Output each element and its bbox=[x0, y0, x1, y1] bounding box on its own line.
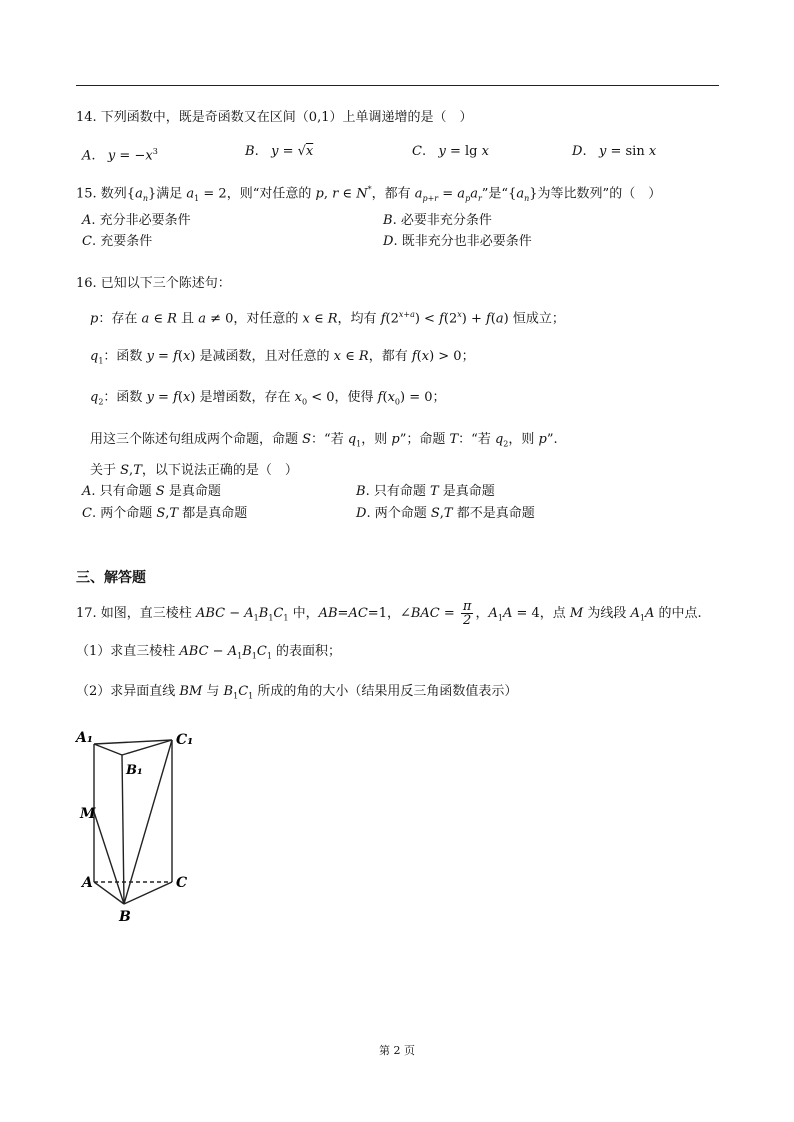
page-footer: 第 2 页 bbox=[379, 1044, 415, 1057]
q16-option-b: B. 只有命题 T 是真命题 bbox=[356, 484, 495, 499]
q16-option-a: A. 只有命题 S 是真命题 bbox=[82, 484, 221, 499]
q16-statement-q2: $q_2$：函数 y = f(x) 是增函数，存在 $x_0 < 0$，使得 $f(x_0) = 0$； bbox=[90, 390, 446, 407]
edge-ab bbox=[94, 882, 124, 904]
q14-option-c: C. y = lg x bbox=[412, 144, 489, 159]
q16-compose: 用这三个陈述句组成两个命题，命题 S：“若 $q_1$，则 p”；命题 T：“若 $q_2$，则 p”. bbox=[90, 432, 558, 449]
q16-option-d: D. 两个命题 S,T 都不是真命题 bbox=[356, 506, 535, 521]
q16-statement-p: p：存在 a ∈ R 且 a ≠ 0，对任意的 x ∈ R，均有 $f(2^{x+a}) < f(2^x) + f(a)$ 恒成立； bbox=[90, 310, 565, 327]
q14-option-d: D. y = sin x bbox=[572, 144, 657, 159]
q14-option-a: A. $y = -x^3$ bbox=[82, 147, 158, 164]
label-a1: A₁ bbox=[76, 730, 93, 746]
q15-option-a: A. 充分非必要条件 bbox=[82, 213, 191, 228]
question-14-stem bbox=[76, 109, 472, 127]
label-c: C bbox=[176, 875, 188, 891]
q15-option-d: D. 既非充分也非必要条件 bbox=[383, 234, 532, 249]
label-c1: C₁ bbox=[176, 732, 194, 748]
q16-option-c: C. 两个命题 S,T 都是真命题 bbox=[82, 506, 248, 521]
q17-part-2: （2）求异面直线 BM 与 $B_1C_1$ 所成的角的大小（结果用反三角函数值表示） bbox=[76, 684, 518, 701]
label-b1: B₁ bbox=[126, 763, 143, 778]
q14-option-b: B. y = √x bbox=[245, 144, 314, 159]
q14-text: 14. 下列函数中，既是奇函数又在区间（0,1）上单调递增的是（ ） bbox=[76, 110, 473, 125]
q16-ask: 关于 S,T，以下说法正确的是（ ） bbox=[90, 463, 298, 478]
header-rule bbox=[76, 85, 719, 86]
edge-a1b1 bbox=[94, 744, 122, 755]
q17-part-1: （1）求直三棱柱 ABC − $A_1B_1C_1$ 的表面积； bbox=[76, 644, 342, 661]
q15-option-c: C. 充要条件 bbox=[82, 234, 153, 249]
question-15-stem: 15. 数列$\{a_n\}$满足 $a_1 = 2$，则“对任意的 p, r ∈ N*，都有 $a_{p+r} = a_pa_r$”是“$\{a_n\}$为等比数列”的（ ） bbox=[76, 185, 662, 203]
edge-bc bbox=[124, 882, 172, 904]
section-title: 三、解答题 bbox=[76, 570, 146, 586]
q15-option-b: B. 必要非充分条件 bbox=[383, 213, 492, 228]
label-m: M bbox=[80, 806, 96, 822]
question-16-stem: 16. 已知以下三个陈述句： bbox=[76, 276, 231, 291]
question-17-stem: 17. 如图，直三棱柱 ABC − $A_1B_1C_1$ 中，AB=AC=1，∠BAC = $\frac{\pi}{2}$ ，$A_1A = 4$，点 M 为线段 $A_1A$ 的中点. bbox=[76, 599, 702, 628]
segment-mb bbox=[94, 812, 124, 904]
q16-statement-q1: $q_1$：函数 y = f(x) 是减函数，且对任意的 x ∈ R，都有 f(x) > 0； bbox=[90, 349, 475, 366]
prism-figure bbox=[72, 722, 202, 927]
label-a: A bbox=[82, 875, 93, 891]
label-b: B bbox=[119, 909, 131, 925]
